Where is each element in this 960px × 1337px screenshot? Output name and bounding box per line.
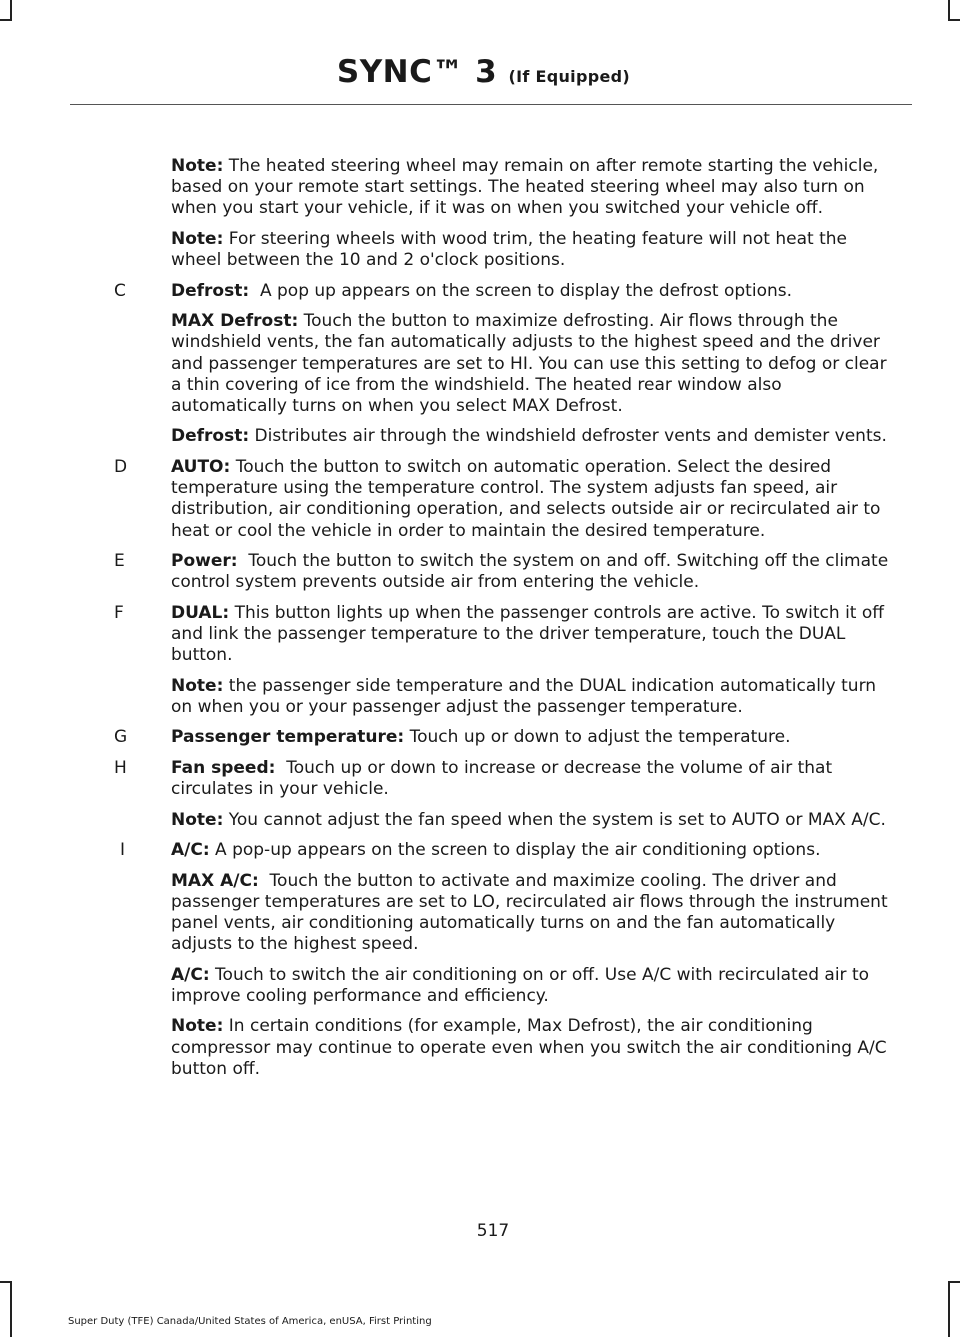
crop-mark-top-left-h — [0, 19, 12, 21]
lead-term: Defrost: — [171, 426, 250, 447]
body-text: Touch up or down to adjust the temperature. — [404, 727, 791, 748]
lead-term: A/C: — [171, 964, 210, 985]
description-text — [171, 676, 881, 717]
crop-mark-top-right-h — [948, 19, 960, 21]
lead-term: Fan speed: — [171, 757, 276, 778]
lead-term: Power: — [171, 551, 238, 572]
description-text — [171, 727, 791, 747]
crop-mark-top-right-v — [948, 0, 950, 20]
callout-letter: D — [114, 456, 128, 477]
lead-term: Defrost: — [171, 280, 250, 301]
header-rule — [70, 104, 912, 105]
body-text: You cannot adjust the fan speed when the system is set to AUTO or MAX A/C. — [223, 809, 886, 830]
description-text — [171, 311, 892, 416]
body-text: Touch the button to maximize defrosting. Air flows through the windshield vents, the fan automatically adjusts to the highest speed and the driver and passenger temperatures are set to HI. You can use this setting to defog or clear a thin covering of ice from the windshield. The heated rear window also automatically turns on when you select MAX Defrost. — [171, 311, 892, 416]
page-header-title — [337, 54, 630, 90]
description-row — [171, 1016, 901, 1080]
page-number: 517 — [476, 1221, 510, 1241]
crop-mark-top-left-v — [10, 0, 12, 20]
description-row — [120, 840, 901, 861]
description-row — [171, 426, 901, 447]
description-text — [171, 603, 889, 665]
body-text: A pop up appears on the screen to display the defrost options. — [249, 280, 793, 301]
description-text — [171, 871, 893, 955]
description-text — [171, 426, 887, 446]
page-footer: Super Duty (TFE) Canada/United States of America, enUSA, First Printing — [68, 1316, 432, 1327]
description-text — [171, 229, 852, 270]
body-text: Touch the button to activate and maximize cooling. The driver and passenger temperatures are set to LO, recirculated air flows through the instrument panel vents, air conditioning automatically turns on and the fan automatically adjusts to the highest speed. — [171, 870, 894, 955]
crop-mark-bottom-right-v — [948, 1282, 950, 1337]
description-row — [114, 757, 901, 800]
body-text: Touch the button to switch the system on and off. Switching off the climate control system prevents outside air from entering the vehicle. — [171, 551, 894, 593]
callout-letter: H — [114, 757, 127, 778]
crop-mark-bottom-left-v — [10, 1282, 12, 1337]
lead-term: Note: — [171, 809, 224, 830]
description-row — [171, 311, 901, 417]
lead-term: DUAL: — [171, 602, 230, 623]
body-text: The heated steering wheel may remain on after remote starting the vehicle, based on your remote start settings. The heated steering wheel may also turn on when you start your vehicle, if it was on when you switched your vehicle off. — [171, 156, 884, 219]
body-text: Touch up or down to increase or decrease the volume of air that circulates in your vehicle. — [171, 757, 838, 800]
description-row — [114, 602, 901, 667]
description-text — [171, 551, 894, 592]
description-text — [171, 810, 886, 830]
callout-letter: I — [120, 840, 126, 861]
crop-mark-bottom-right-h — [948, 1281, 960, 1283]
lead-term: Passenger temperature: — [171, 727, 405, 748]
description-row — [171, 965, 901, 1007]
body-text: In certain conditions (for example, Max Defrost), the air conditioning compressor may continue to operate even when you switch the air conditioning A/C button off. — [171, 1016, 893, 1079]
body-text: A pop-up appears on the screen to display the air conditioning options. — [209, 840, 821, 861]
callout-letter: G — [114, 727, 128, 748]
lead-term: MAX A/C: — [171, 870, 259, 891]
lead-term: MAX Defrost: — [171, 311, 299, 332]
description-text — [171, 758, 838, 799]
body-text: For steering wheels with wood trim, the heating feature will not heat the wheel between the 10 and 2 o'clock positions. — [171, 228, 853, 271]
body-text: the passenger side temperature and the DUAL indication automatically turn on when you or your passenger adjust the passenger temperature. — [171, 675, 882, 717]
lead-term: Note: — [171, 156, 224, 176]
body-text: Touch to switch the air conditioning on or off. Use A/C with recirculated air to improve cooling performance and efficiency. — [171, 964, 875, 1006]
lead-term: AUTO: — [171, 456, 231, 477]
lead-term: Note: — [171, 675, 224, 696]
body-text: Distributes air through the windshield defroster vents and demister vents. — [249, 426, 887, 447]
description-text — [171, 840, 820, 860]
description-text — [171, 1016, 892, 1078]
description-row — [171, 156, 901, 220]
description-row — [114, 280, 901, 302]
callout-letter: E — [114, 551, 125, 572]
lead-term: Note: — [171, 228, 224, 249]
description-row — [171, 229, 901, 271]
description-row — [171, 871, 901, 956]
description-row — [171, 676, 901, 718]
content-body — [0, 156, 960, 1089]
description-text — [171, 156, 884, 218]
description-text — [171, 457, 886, 541]
callout-letter: C — [114, 280, 126, 301]
description-row — [114, 551, 901, 593]
description-row — [114, 456, 901, 542]
description-text — [171, 965, 874, 1006]
callout-letter: F — [114, 602, 124, 623]
description-row — [114, 727, 901, 748]
body-text: This button lights up when the passenger controls are active. To switch it off and link the passenger temperature to the driver temperature, touch the DUAL button. — [171, 602, 890, 666]
body-text: Touch the button to switch on automatic operation. Select the desired temperature using the temperature control. The system adjusts fan speed, air distribution, air conditioning operation, and selects outside air or recirculated air to heat or cool the vehicle in order to maintain the desired temperature. — [171, 456, 886, 541]
crop-mark-bottom-left-h — [0, 1281, 12, 1283]
description-row — [171, 810, 901, 831]
lead-term: Note: — [171, 1016, 224, 1037]
description-text — [171, 281, 792, 301]
lead-term: A/C: — [171, 840, 210, 861]
header-title-text: SYNC™ 3 — [336, 54, 498, 90]
header-title-suffix: (If Equipped) — [508, 67, 630, 86]
